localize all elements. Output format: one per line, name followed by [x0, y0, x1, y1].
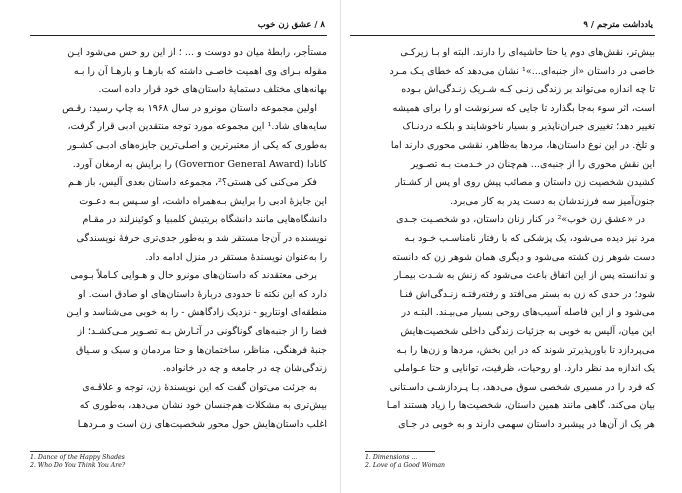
text-line: خاصی در داستان «از جنبه‌ای...»¹ نشان می‌دهد که خطای یـک مـرد	[389, 65, 655, 77]
text-line: می‌پردازد تا باورپذیرتر شوند که در این بخش، مردها و زن‌ها را بـه	[396, 344, 655, 356]
text-line: این میان، آلیس به خوبی به جزئیات زندگی داخلی شخصیت‌هایش	[400, 325, 655, 337]
text-line: این جایزهٔ ادبی را برایش بـه‌همراه داشت، او سـپس بـه دعـوت	[79, 195, 327, 207]
text-line: منطقه‌ای اونتاریو - نزدیک زادگاهش - را به خوبی می‌شناسد و ایـن	[66, 307, 327, 319]
text-line: هر یک از آن‌ها در پیشبرد داستان سهمی دارند و به خوبی در جـای	[398, 418, 655, 430]
text-line: در «عشق زن خوب»² در کنار زنان داستان، دو شخصـیت جـدی	[396, 214, 645, 226]
text-line: تا چه اندازه می‌تواند بر زندگی زنـی کـه شـریک زنـدگی‌اش بـوده	[401, 84, 655, 96]
text-line: کشیدن شخصیت زن داستان و مصائب پیش روی او پس از کشـتار	[395, 177, 655, 189]
text-line: می‌شود و از این فاصله آسیب‌های روحی بسیار می‌بیـند. البتـه در	[401, 307, 655, 319]
text-line: و تلخ. در این نوع داستان‌ها، مردها به‌ظاهر، نقشی محوری دارند اما	[390, 139, 655, 151]
text-line: را به‌عنوان نویسندهٔ مستقر در منزل ادامه داد.	[145, 251, 327, 263]
text-line: نویسنده در آن‌جا مستقر شد و به‌طور جدی‌تری حرفهٔ نویسندگی	[76, 232, 327, 244]
text-line: این نقش محوری را از جنبه‌ی... هم‌چنان در خـدمت بـه تصـویر	[410, 158, 655, 170]
text-line: دست شوهر زن کشته می‌شود و دیگری همان شوهر زن که دانسته	[391, 251, 655, 263]
left-footnote-rule	[30, 451, 100, 452]
text-line: بیش‌تر، نقش‌های دوم یا حتا حاشیه‌ای را دارند. البته او بـا زیرکـی	[400, 47, 655, 58]
text-line: است، اثر سوء به‌جا بگذارد تا جایی که سرنوشت او را برای همیشه	[392, 102, 655, 114]
left-footnote: 1. Dance of the Happy Shades	[30, 454, 125, 461]
text-line: به جرئت می‌توان گفت که این نویسندهٔ زن، توجه و علاقـه‌ی	[82, 381, 317, 393]
text-line: تغییر دهد؛ تغییری جبران‌ناپذیر و بسیار ناخوشایند و بلکـه دردنـاک	[402, 121, 655, 133]
text-line: فکر می‌کنی کی هستی؟²، مجموعه داستان بعدی آلیس، باز هـم	[67, 177, 317, 189]
right-footnote: 2. Love of a Good Woman	[365, 462, 445, 469]
text-line: جنبهٔ فرهنگی، مناظر، ساختمان‌ها و حتا مردمان و سبک و سـیاق	[76, 344, 327, 356]
text-line: شود؛ در حدی که زن به بستر می‌افتد و رفته‌رفتـه زنـدگی‌اش فنـا	[399, 288, 655, 300]
text-line: بیش‌تری به مشکلات هم‌جنسان خود نشان می‌دهد، به‌طوری که	[79, 400, 327, 412]
text-line: برخی معتقدند که داستان‌های مونرو حال و هـوایی کـاملاً بـومی	[70, 270, 317, 282]
left-page-body	[30, 44, 327, 434]
text-line: بیان می‌کند. گاهی مانند همین داستان، شخصیت‌ها را زیاد هستند امـا	[386, 400, 655, 412]
text-line: بهانه‌های مختلف دستمایهٔ داستان‌های خود قرار داده است.	[98, 84, 327, 96]
right-footnotes	[365, 454, 445, 470]
text-line: دانشگاه‌هایی مانند دانشگاه بریتیش کلمبیا و کوئینزلند در مقـام	[82, 214, 327, 226]
right-page-body	[350, 44, 655, 434]
right-footnote: 1. Dimensions ...	[365, 454, 418, 461]
text-line: مقوله بـرای وی اهمیت خاصـی داشته که بارهـا و بارهـا آن را بـه	[73, 65, 327, 77]
right-header-rule	[350, 35, 655, 36]
text-line: کانادا (Governor General Award) را برایش به ارمغان آورد.	[72, 158, 327, 170]
text-line: زندگی‌شان چه در جامعه و چه در خانواده.	[162, 363, 327, 375]
text-line: مرد نیز دیده می‌شود، یک پزشکی که با رفتار نامناسـب خـود بـه	[404, 232, 655, 244]
left-footnotes	[30, 454, 125, 470]
text-line: مستأجر، رابطهٔ میان دو دوست و ... ؛ از این رو حس می‌شود ایـن	[67, 47, 327, 58]
left-page-header: ۸ / عشق زن خوب	[257, 20, 325, 30]
text-line: یک اندازه مد نظر دارد. او روحیات، ظرفیت، توانایی و حتا عـواملی	[393, 363, 655, 375]
left-header-rule	[30, 35, 327, 36]
text-line: فضا را از جنبه‌های گوناگونی در آثـارش بـه تصـویر مـی‌کشـد؛ از	[77, 325, 327, 337]
right-page	[341, 0, 682, 493]
text-line: و ندانسته پس از این اتفاق باعث می‌شود که زنش به شـدت بیمـار	[394, 270, 655, 282]
text-line: جنون‌آمیز سه فرزندشان به دست پدر به کار می‌برد.	[450, 195, 655, 207]
text-line: دارد که این نکته تا حدودی دربارهٔ داستان‌های او صادق است. او	[78, 288, 327, 300]
right-page-header: یادداشت مترجم / ۹	[583, 20, 653, 30]
left-footnote: 2. Who Do You Think You Are?	[30, 462, 126, 469]
right-footnote-rule	[365, 451, 435, 452]
text-line: اغلب داستان‌هایش حول محور شخصیت‌های زن است و مـردهـا	[77, 418, 327, 430]
text-line: اولین مجموعه داستان مونرو در سال ۱۹۶۸ به چاپ رسید: رقـص	[62, 102, 317, 114]
text-line: سایه‌های شاد.¹ این مجموعه مورد توجه منتقدین ادبی قرار گرفت،	[67, 121, 327, 133]
text-line: که فرد را در مسیری شخصی سوق می‌دهد، بـا پـردازشـی داسـتانی	[389, 381, 655, 393]
text-line: به‌طوری که یکی از معتبرترین و اصلی‌ترین جایزه‌های ادبـی کشـور	[67, 139, 327, 151]
